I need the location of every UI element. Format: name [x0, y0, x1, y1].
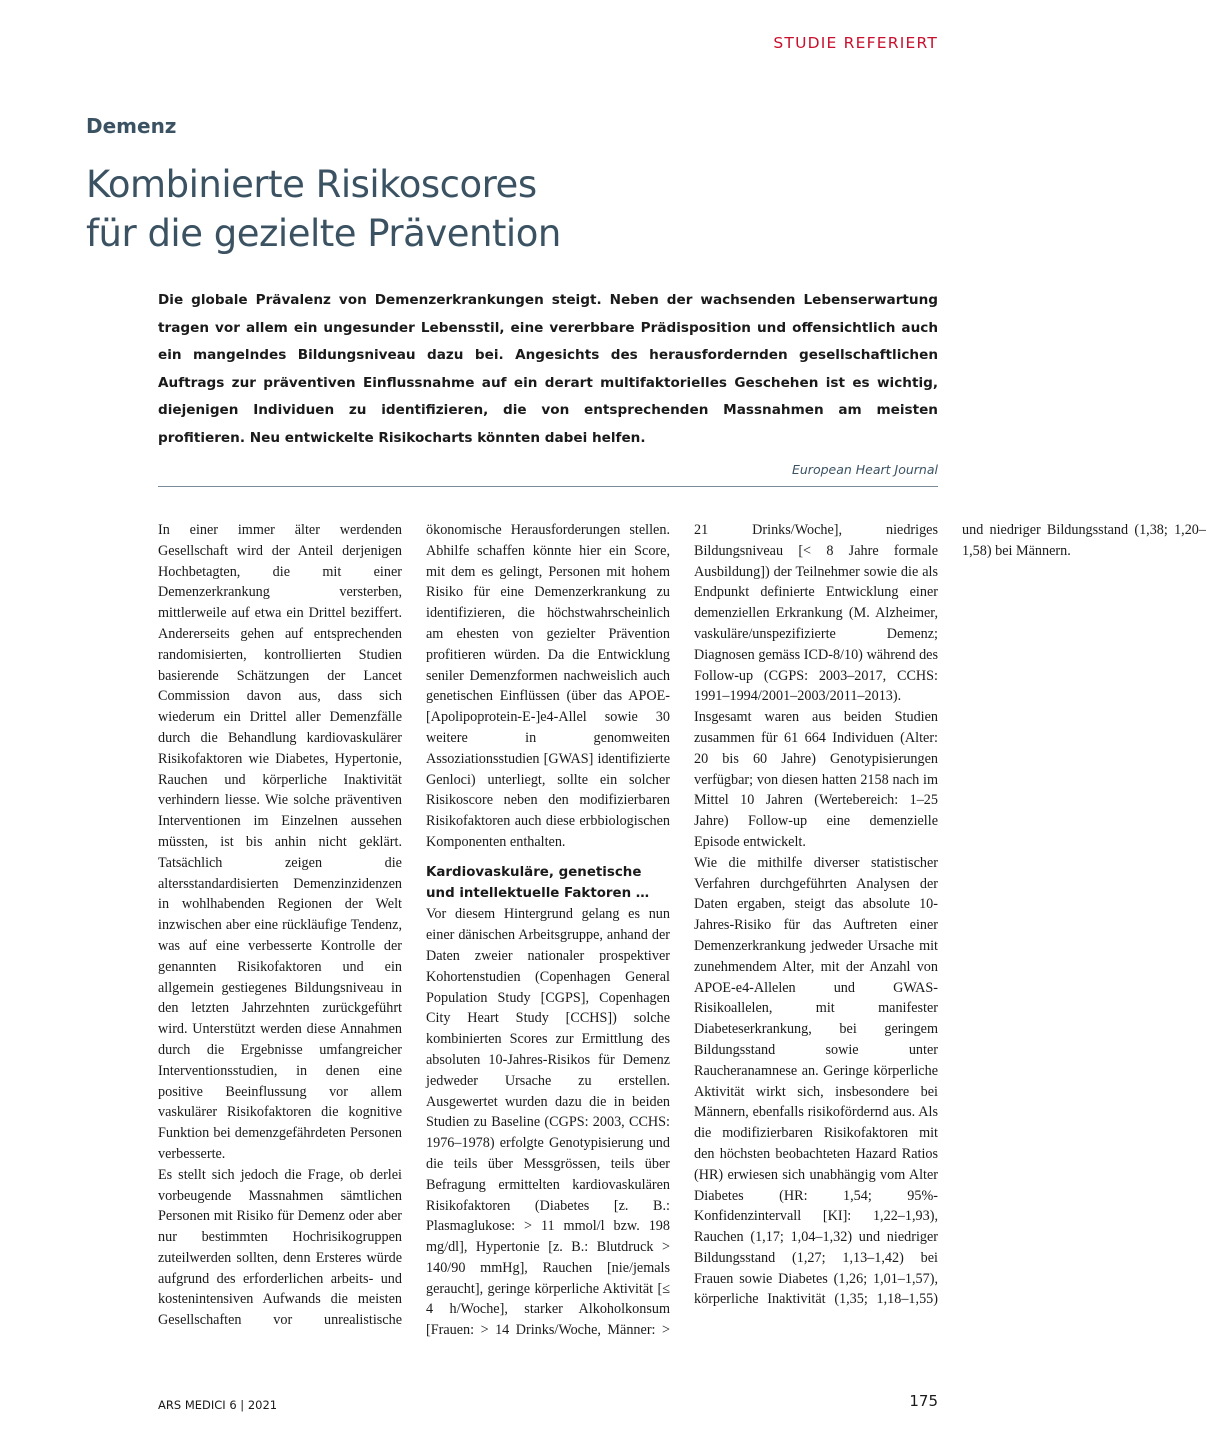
source-journal: European Heart Journal: [791, 462, 938, 477]
body-paragraph-1: In einer immer älter werdenden Gesellschaft wird der Anteil derjenigen Hochbetagten, die mit einer Demenzerkrankung versterben, mittlerweile auf etwa ein Drittel beziffert. Andererseits gehen auf entsprechenden randomisierten, kontrollierten Studien basierende Schätzungen der Lancet Commission davon aus, dass sich wiederum ein Drittel aller Demenzfälle durch die Behandlung kardiovaskulärer Risikofaktoren wie Diabetes, Hypertonie, Rauchen und körperliche Inaktivität verhindern liesse. Wie solche präventiven Interventionen im Einzelnen aussehen müssten, ist bis anhin nicht geklärt. Tatsächlich zeigen die altersstandardisierten Demenzinzidenzen in wohlhabenden Regionen der Welt inzwischen aber eine rückläufige Tendenz, was auf eine verbesserte Kontrolle der genannten Risikofaktoren und ein allgemein gestiegenes Bildungsniveau in den letzten Jahrzehnten zurückgeführt wird. Unterstützt werden diese Annahmen durch die Ergebnisse umfangreicher Interventionsstudien, in denen eine positive Beeinflussung vor allem vaskulärer Risikofaktoren die kognitive Funktion bei demenzgefährdeten Personen verbesserte.: [158, 522, 402, 1162]
lead-paragraph: Die globale Prävalenz von Demenzerkrankungen steigt. Neben der wachsenden Lebenserwartung tragen vor allem ein ungesunder Lebensstil, eine vererbbare Prädisposition und offensichtlich auch ein mangelndes Bildungsniveau dazu bei. Angesichts des herausfordernden gesellschaftlichen Auftrags zur präventiven Einflussnahme auf ein derart multifaktorielles Geschehen ist es wichtig, diejenigen Individuen zu identifizieren, die von entsprechenden Massnahmen am meisten profitieren. Neu entwickelte Risikocharts könnten dabei helfen.: [158, 292, 938, 446]
subheading: Kardiovaskuläre, genetische und intellektuelle Faktoren …: [426, 864, 650, 901]
page-number: 175: [909, 1392, 938, 1410]
title-line-2: für die gezielte Prävention: [86, 212, 561, 255]
divider: [158, 486, 938, 487]
article-body: [158, 520, 1206, 1350]
body-paragraph-4: Wie die mithilfe diverser statistischer Verfahren durchgeführten Analysen der Daten ergaben, steigt das absolute 10-Jahres-Risiko für das Auftreten einer Demenzerkrankung jedweder Ursache mit zunehmendem Alter, mit der Anzahl von APOE-e4-Allelen und GWAS-Risikoallelen, mit manifester Diabeteserkrankung, bei geringem Bildungsstand sowie unter Raucheranamnese an. Geringe körperliche Aktivität wirkt sich, insbesondere bei Männern, ebenfalls risikofördernd aus. Als die modifizierbaren Risikofaktoren mit den höchsten beobachteten Hazard Ratios (HR) erwiesen sich unabhängig vom Alter Diabetes (HR: 1,54; 95%-Konfidenzintervall [KI]: 1,22–1,93), Rauchen (1,17; 1,04–1,32) und niedriger Bildungsstand (1,27; 1,13–1,42) bei Frauen sowie Diabetes (1,26; 1,01–1,57), körperliche Inaktivität (1,35; 1,18–1,55) und niedriger Bildungsstand (1,38; 1,20–1,58) bei Männern.: [694, 522, 1206, 1308]
page-title: [86, 160, 946, 258]
journal-issue: ARS MEDICI 6 | 2021: [158, 1398, 278, 1412]
body-paragraph-2: Es stellt sich jedoch die Frage, ob derlei vorbeugende Massnahmen sämtlichen Personen mit Risiko für Demenz oder aber nur bestimmten Hochrisikogruppen zuteilwerden sollten, denn Ersteres würde aufgrund des erforderlichen arbeits- und kostenintensiven Aufwands die meisten Gesellschaften vor unrealistische ökonomische Herausforderungen stellen. Abhilfe schaffen könnte hier ein Score, mit dem es gelingt, Personen mit hohem Risiko für eine Demenzerkrankung zu identifizieren, die höchstwahrscheinlich am ehesten von gezielter Prävention profitieren würden. Da die Entwicklung seniler Demenzformen nachweislich auch genetischen Einflüssen (über das APOE-[Apolipoprotein-E-]e4-Allel sowie 30 weitere in genomweiten Assoziationsstudien [GWAS] identifizierte Genloci) unterliegt, sollte ein solcher Risikoscore neben den modifizierbaren Risikofaktoren auch diese erbbiologischen Komponenten enthalten.: [158, 522, 670, 1329]
title-line-1: Kombinierte Risikoscores: [86, 163, 537, 206]
section-label: STUDIE REFERIERT: [773, 34, 938, 52]
body-paragraph-3: Vor diesem Hintergrund gelang es nun einer dänischen Arbeitsgruppe, anhand der Daten zweier nationaler prospektiver Kohortenstudien (Copenhagen General Population Study [CGPS], Copenhagen City Heart Study [CCHS]) solche kombinierten Scores zur Ermittlung des absoluten 10-Jahres-Risikos für Demenz jedweder Ursache zu erstellen. Ausgewertet wurden dazu die in beiden Studien zu Baseline (CGPS: 2003, CCHS: 1976–1978) erfolgte Genotypisierung und die teils über Messgrössen, teils über Befragung ermittelten kardiovaskulären Risikofaktoren (Diabetes [z. B.: Plasmaglukose: > 11 mmol/l bzw. 198 mg/dl], Hypertonie [z. B.: Blutdruck > 140/90 mmHg], Rauchen [nie/jemals geraucht], geringe körperliche Aktivität [≤ 4 h/Woche], starker Alkoholkonsum [Frauen: > 14 Drinks/Woche, Männer: > 21 Drinks/Woche], niedriges Bildungsniveau [< 8 Jahre formale Ausbildung]) der Teilnehmer sowie die als Endpunkt definierte Entwicklung einer demenziellen Erkrankung (M. Alzheimer, vaskuläre/unspezifizierte Demenz; Diagnosen gemäss ICD-8/10) während des Follow-up (CGPS: 2003–2017, CCHS: 1991–1994/2001–2003/2011–2013). Insgesamt waren aus beiden Studien zusammen für 61 664 Individuen (Alter: 20 bis 60 Jahre) Genotypisierungen verfügbar; von diesen hatten 2158 nach im Mittel 10 Jahren (Wertebereich: 1–25 Jahre) Follow-up eine demenzielle Episode entwickelt.: [426, 522, 938, 1339]
topic-kicker: Demenz: [86, 114, 177, 138]
